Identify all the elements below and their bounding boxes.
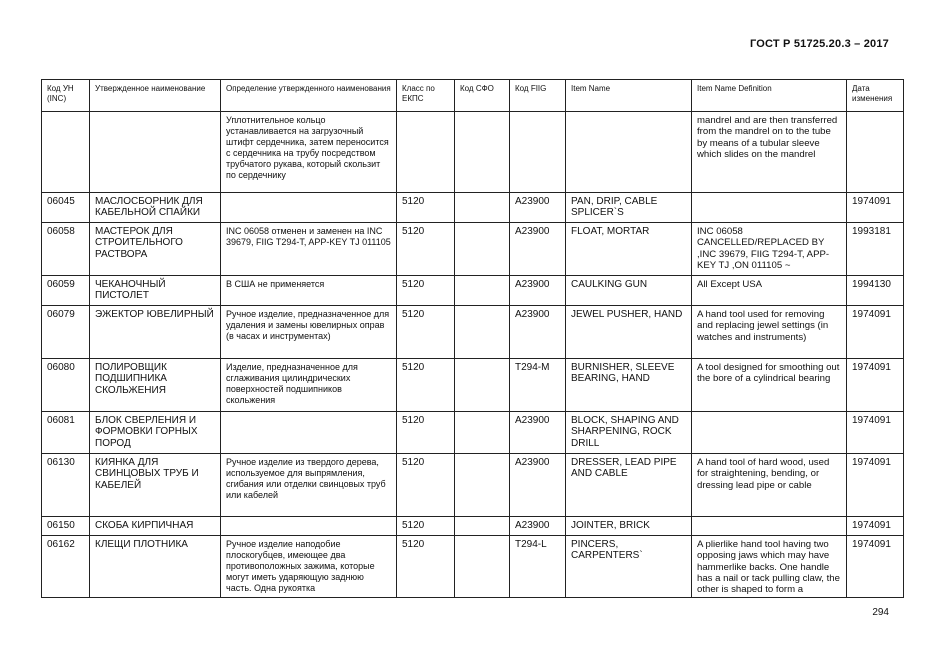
cell-name: КЛЕЩИ ПЛОТНИКА — [90, 536, 221, 598]
table-row — [42, 536, 904, 598]
cell-date: 1974091 — [847, 454, 904, 517]
cell-inc: 06058 — [42, 223, 90, 276]
table-row — [42, 193, 904, 223]
cell-sfo — [455, 193, 510, 223]
cell-date: 1974091 — [847, 359, 904, 412]
cell-class: 5120 — [397, 223, 455, 276]
cell-fiig: A23900 — [510, 193, 566, 223]
cell-inc: 06045 — [42, 193, 90, 223]
cell-class: 5120 — [397, 306, 455, 359]
cell-item-name: CAULKING GUN — [566, 276, 692, 306]
cell-date: 1974091 — [847, 306, 904, 359]
cell-item-name — [566, 112, 692, 193]
cell-inc: 06150 — [42, 517, 90, 536]
cell-name: ПОЛИРОВЩИК ПОДШИПНИКА СКОЛЬЖЕНИЯ — [90, 359, 221, 412]
col-header-item-name: Item Name — [566, 80, 692, 112]
page-number: 294 — [872, 607, 889, 618]
cell-inc: 06079 — [42, 306, 90, 359]
table-row — [42, 223, 904, 276]
cell-fiig: A23900 — [510, 276, 566, 306]
cell-sfo — [455, 454, 510, 517]
cell-definition — [221, 517, 397, 536]
cell-name: БЛОК СВЕРЛЕНИЯ И ФОРМОВКИ ГОРНЫХ ПОРОД — [90, 412, 221, 454]
cell-class: 5120 — [397, 517, 455, 536]
cell-fiig — [510, 112, 566, 193]
cell-date: 1994130 — [847, 276, 904, 306]
cell-fiig: A23900 — [510, 454, 566, 517]
table-row — [42, 412, 904, 454]
cell-definition: Ручное изделие из твердого дерева, используемое для выпрямления, сгибания или отделки свинцовых труб или кабелей — [221, 454, 397, 517]
cell-date: 1974091 — [847, 412, 904, 454]
cell-sfo — [455, 306, 510, 359]
table-header-row — [42, 80, 904, 112]
col-header-inc: Код УН (INC) — [42, 80, 90, 112]
cell-item-def: mandrel and are then transferred from the mandrel on to the tube by means of a tubular sleeve which slides on the mandrel — [692, 112, 847, 193]
cell-definition — [221, 193, 397, 223]
table-row — [42, 276, 904, 306]
cell-item-name: JOINTER, BRICK — [566, 517, 692, 536]
cell-sfo — [455, 112, 510, 193]
cell-item-name: JEWEL PUSHER, HAND — [566, 306, 692, 359]
cell-item-def — [692, 193, 847, 223]
cell-sfo — [455, 536, 510, 598]
cell-inc: 06162 — [42, 536, 90, 598]
table-row — [42, 517, 904, 536]
cell-item-name: BURNISHER, SLEEVE BEARING, HAND — [566, 359, 692, 412]
cell-class: 5120 — [397, 412, 455, 454]
cell-definition: В США не применяется — [221, 276, 397, 306]
table-row — [42, 306, 904, 359]
cell-item-def: A hand tool of hard wood, used for straightening, bending, or dressing lead pipe or cable — [692, 454, 847, 517]
cell-name: МАСЛОСБОРНИК ДЛЯ КАБЕЛЬНОЙ СПАЙКИ — [90, 193, 221, 223]
cell-definition — [221, 412, 397, 454]
cell-name: ЭЖЕКТОР ЮВЕЛИРНЫЙ — [90, 306, 221, 359]
cell-class: 5120 — [397, 276, 455, 306]
cell-item-def — [692, 412, 847, 454]
cell-sfo — [455, 359, 510, 412]
cell-item-def: A plierlike hand tool having two opposing jaws which may have hammerlike backs. One handle has a nail or tack pulling claw, the other is shaped to form a — [692, 536, 847, 598]
cell-sfo — [455, 223, 510, 276]
cell-class: 5120 — [397, 454, 455, 517]
cell-class: 5120 — [397, 359, 455, 412]
col-header-name: Утвержденное наименование — [90, 80, 221, 112]
cell-item-def: INC 06058 CANCELLED/REPLACED BY ,INC 39679, FIIG T294-T, APP-KEY TJ ,ON 011105 ~ — [692, 223, 847, 276]
catalog-table — [41, 79, 904, 598]
table-row — [42, 112, 904, 193]
cell-inc: 06081 — [42, 412, 90, 454]
cell-item-def: All Except USA — [692, 276, 847, 306]
cell-item-name: PINCERS, CARPENTERS` — [566, 536, 692, 598]
cell-definition: Ручное изделие наподобие плоскогубцев, имеющее два противоположных зажима, которые могут иметь ударяющую заднюю часть. Одна рукоятка — [221, 536, 397, 598]
cell-item-def: A tool designed for smoothing out the bore of a cylindrical bearing — [692, 359, 847, 412]
cell-definition: Ручное изделие, предназначенное для удаления и замены ювелирных оправ (в часах и инструментах) — [221, 306, 397, 359]
cell-fiig: T294-M — [510, 359, 566, 412]
table-row — [42, 359, 904, 412]
cell-fiig: A23900 — [510, 306, 566, 359]
cell-name: ЧЕКАНОЧНЫЙ ПИСТОЛЕТ — [90, 276, 221, 306]
cell-item-def: A hand tool used for removing and replacing jewel settings (in watches and instruments) — [692, 306, 847, 359]
cell-definition: Уплотнительное кольцо устанавливается на загрузочный штифт сердечника, затем переносится с сердечника на трубу посредством трубчатого рукава, который скользит по сердечнику — [221, 112, 397, 193]
col-header-date: Дата изменения — [847, 80, 904, 112]
cell-name: МАСТЕРОК ДЛЯ СТРОИТЕЛЬНОГО РАСТВОРА — [90, 223, 221, 276]
cell-inc: 06130 — [42, 454, 90, 517]
cell-date: 1974091 — [847, 536, 904, 598]
cell-fiig: A23900 — [510, 517, 566, 536]
cell-fiig: A23900 — [510, 223, 566, 276]
cell-date — [847, 112, 904, 193]
cell-name: СКОБА КИРПИЧНАЯ — [90, 517, 221, 536]
cell-inc: 06080 — [42, 359, 90, 412]
cell-fiig: A23900 — [510, 412, 566, 454]
cell-date: 1974091 — [847, 193, 904, 223]
cell-sfo — [455, 517, 510, 536]
col-header-definition: Определение утвержденного наименования — [221, 80, 397, 112]
cell-sfo — [455, 276, 510, 306]
cell-date: 1993181 — [847, 223, 904, 276]
col-header-class: Класс по ЕКПС — [397, 80, 455, 112]
cell-class — [397, 112, 455, 193]
cell-sfo — [455, 412, 510, 454]
cell-definition: Изделие, предназначенное для сглаживания цилиндрических поверхностей подшипников скольжения — [221, 359, 397, 412]
col-header-fiig: Код FIIG — [510, 80, 566, 112]
col-header-item-def: Item Name Definition — [692, 80, 847, 112]
cell-fiig: T294-L — [510, 536, 566, 598]
table-row — [42, 454, 904, 517]
cell-item-name: BLOCK, SHAPING AND SHARPENING, ROCK DRILL — [566, 412, 692, 454]
document-id: ГОСТ Р 51725.20.3 – 2017 — [749, 38, 889, 50]
cell-name: КИЯНКА ДЛЯ СВИНЦОВЫХ ТРУБ И КАБЕЛЕЙ — [90, 454, 221, 517]
cell-item-name: PAN, DRIP, CABLE SPLICER`S — [566, 193, 692, 223]
cell-inc — [42, 112, 90, 193]
cell-name — [90, 112, 221, 193]
cell-definition: INC 06058 отменен и заменен на INC 39679, FIIG T294-T, APP-KEY TJ 011105 — [221, 223, 397, 276]
cell-date: 1974091 — [847, 517, 904, 536]
cell-class: 5120 — [397, 536, 455, 598]
col-header-sfo: Код СФО — [455, 80, 510, 112]
cell-item-name: FLOAT, MORTAR — [566, 223, 692, 276]
cell-item-def — [692, 517, 847, 536]
cell-item-name: DRESSER, LEAD PIPE AND CABLE — [566, 454, 692, 517]
cell-inc: 06059 — [42, 276, 90, 306]
cell-class: 5120 — [397, 193, 455, 223]
